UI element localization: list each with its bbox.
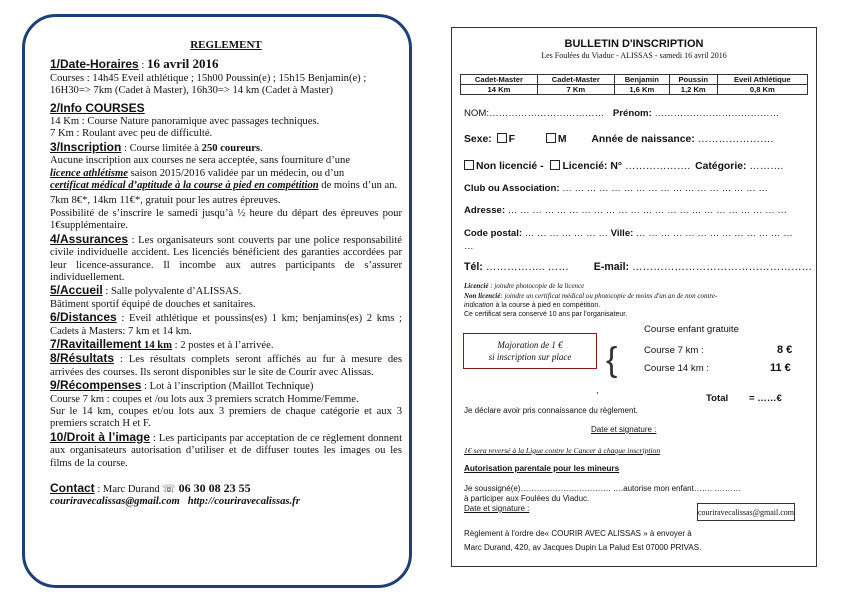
race-distance: 1,6 Km — [614, 85, 669, 95]
race-header: Eveil Athlétique — [717, 75, 807, 85]
section-distances: 6/Distances : Eveil athlétique et poussins(es) 1 km; benjamins(es) 2 kms ; Cadets à Masters: 7 km et 14 km. — [50, 310, 402, 337]
recompenses-line-3: Sur le 14 km, coupes et/ou lots aux 3 premiers de chaque catégorie et aux 3 premiers scratch H et F. — [50, 405, 402, 430]
participer-line: à participer aux Foulées du Viaduc. — [464, 494, 590, 503]
date-signature-2: Date et signature : — [464, 504, 530, 513]
section-ravitaillement: 7/Ravitaillement 14 km : 2 postes et à l’arrivée. — [50, 336, 274, 351]
autorisation-title: Autorisation parentale pour les mineurs — [464, 464, 620, 473]
info-line-1: 14 Km : Course Nature panoramique avec passages techniques. — [50, 116, 320, 128]
nom-field[interactable]: ……………………………… — [489, 108, 605, 119]
ville-field[interactable]: … … … … … … … … … … … … … — [636, 228, 793, 239]
bulletin-title: BULLETIN D'INSCRIPTION — [564, 38, 704, 50]
club-row: Club ou Association: … … … … … … … … … … … … … … … … … — [464, 183, 769, 194]
price-7km-label: Course 7 km : — [644, 345, 704, 356]
race-header: Poussin — [669, 75, 717, 85]
section-date-horaires: 1/Date-Horaires : 16 avril 2016 — [50, 56, 219, 72]
recompenses-line-2: Course 7 km : coupes et /ou lots aux 3 premiers scratch Homme/Femme. — [50, 393, 359, 405]
sexe-m-checkbox[interactable] — [546, 133, 556, 143]
inscription-possible: Possibilité de s’inscrire le samedi jusqu’à ½ heure du départ des épreuves pour 1€supplémentaire. — [50, 207, 402, 232]
cp-continuation: … — [464, 241, 474, 252]
horaires-line-2: 16H30=> 7km (Cadet à Master), 16h30=> 14 km (Cadet à Master) — [50, 85, 334, 97]
section-assurances: 4/Assurances : Les organisateurs sont couverts par une police responsabilité civile individuelle accident. Les licenciés bénéficient des garanties accordées par leur licence-assurance. Il incombe aux autres participants de s’assurer individuellement. — [50, 231, 402, 283]
licence-row: Non licencié - Licencié: N° ………………. Catégorie: ………. — [464, 160, 783, 172]
race-distance: 14 Km — [461, 85, 538, 95]
licencie-checkbox[interactable] — [550, 160, 560, 170]
price-14km-label: Course 14 km : — [644, 363, 710, 374]
section-recompenses: 9/Récompenses : Lot à l’inscription (Maillot Technique) — [50, 378, 314, 393]
race-distance: 0,8 Km — [717, 85, 807, 95]
accueil-line-2: Bâtiment sportif équipé de douches et sanitaires. — [50, 298, 256, 310]
categorie-field[interactable]: ………. — [749, 161, 784, 172]
race-distance: 7 Km — [537, 85, 614, 95]
soussigne-line[interactable]: Je soussigné(e)……………………………. ….autorise mon enfant……. ………. — [464, 484, 741, 493]
section-inscription: 3/Inscription : Course limitée à 250 coureurs. — [50, 139, 263, 154]
bulletin-subtitle: Les Foulées du Viaduc - ALISSAS - samedi 16 avril 2016 — [541, 51, 727, 60]
adresse-field[interactable]: … … … … … … … … … … … … … … … … … … … … … … … — [507, 205, 788, 216]
brace-icon: { — [606, 341, 618, 379]
reglement-ordre: Règlement à l'ordre de« COURIR AVEC ALISSAS » à envoyer à — [464, 529, 692, 538]
total-field[interactable]: = ……€ — [749, 393, 782, 404]
email-field[interactable]: …………………………………………… — [632, 261, 813, 273]
annee-field[interactable]: …………………. — [697, 134, 774, 145]
ligue-note: 1€ sera reversé à la Ligue contre le Cancer à chaque inscription — [464, 446, 661, 455]
sexe-f-checkbox[interactable] — [497, 133, 507, 143]
adresse-row: Adresse: … … … … … … … … … … … … … … … … … … … … … … … — [464, 205, 788, 216]
total-label: Total — [706, 393, 729, 404]
enfant-gratuite: Course enfant gratuite — [644, 324, 739, 335]
note-indication: indication à la course à pied en compétition. — [464, 302, 601, 309]
reglement-panel — [22, 14, 412, 588]
inscription-line-2: Aucune inscription aux courses ne sera acceptée, sans fourniture d’une — [50, 155, 351, 167]
section-accueil: 5/Accueil : Salle polyvalente d’ALISSAS. — [50, 283, 242, 298]
note-licencie: Licencié : joindre photocopie de la licence — [464, 282, 585, 290]
tel-row: Tél: …………….. …… E-mail: …………………………………………… — [464, 261, 813, 273]
race-header: Cadet-Master — [537, 75, 614, 85]
cp-row: Code postal: … … … … … … … Ville: … … … … … … … … … … … … … — [464, 228, 793, 239]
licence-number-field[interactable]: ………………. — [624, 161, 691, 172]
price-7km: 8 € — [777, 344, 793, 356]
cp-field[interactable]: … … … … … … … — [524, 228, 608, 239]
adresse-envoi: Marc Durand, 420, av Jacques Dupin La Palud Est 07000 PRIVAS. — [464, 543, 702, 552]
race-table — [460, 74, 808, 95]
phone-icon: ☏ — [162, 484, 176, 495]
sexe-row: Sexe: F M Année de naissance: …………………. — [464, 134, 774, 145]
contact-email[interactable]: couriravecalissas@gmail.com — [50, 496, 180, 508]
note-certificat: Ce certificat sera conservé 10 ans par l'organisateur. — [464, 311, 628, 318]
mail-box[interactable]: couriravecalissas@gmail.com — [697, 503, 795, 521]
inscription-line-4: certificat médical d’aptitude à la course à pied en compétition de moins d’un an. — [50, 180, 398, 192]
race-header: Benjamin — [614, 75, 669, 85]
race-header: Cadet-Master — [461, 75, 538, 85]
note-non-licencie: Non licencié: joindre un certificat médical ou photocopie de moins d'un an de non contre- — [464, 292, 718, 300]
tel-field[interactable]: …………….. …… — [485, 261, 569, 273]
reglement-title: REGLEMENT — [190, 39, 262, 51]
contact-website[interactable]: http://couriravecalissas.fr — [187, 496, 300, 508]
inscription-line-3: licence athlétisme saison 2015/2016 validée par un médecin, ou d’un — [50, 167, 345, 179]
horaires-line-1: Courses : 14h45 Eveil athlétique ; 15h00 Poussin(e) ; 15h15 Benjamin(e) ; — [50, 72, 367, 84]
nom-row: NOM:……………………………… Prénom: ………………………………… — [464, 108, 780, 119]
info-line-2: 7 Km : Roulant avec peu de difficulté. — [50, 128, 213, 140]
bulletin-content — [452, 28, 816, 552]
contact-line: Contact : Marc Durand ☏ 06 30 08 23 55 — [50, 481, 251, 495]
club-field[interactable]: … … … … … … … … … … … … … … … … … — [562, 183, 769, 194]
separator-dot: , — [596, 385, 599, 395]
prenom-field[interactable]: ………………………………… — [654, 108, 780, 119]
section-droit-image: 10/Droit à l’image : Les participants par acceptation de ce règlement donnent aux organisateurs autorisation d’utiliser et de diffuser toutes les images ou les films de la course. — [50, 429, 403, 469]
section-info-courses: 2/Info COURSES — [50, 100, 145, 115]
race-table-header-row — [461, 75, 808, 85]
declaration: Je déclare avoir pris connaissance du règlement. — [464, 406, 638, 415]
reglement-content — [50, 39, 402, 509]
contact-web-line — [50, 496, 402, 508]
race-table-value-row — [461, 85, 808, 95]
bulletin-panel — [451, 27, 817, 567]
date-signature: Date et signature : — [591, 425, 657, 434]
section-resultats: 8/Résultats : Les résultats complets seront affichés au fur à mesure des arrivées des courses. Ils seront disponibles sur le site de Courir avec Alissas. — [50, 351, 402, 378]
price-14km: 11 € — [770, 362, 791, 374]
majoration-box: Majoration de 1 € si inscription sur place — [463, 333, 597, 369]
non-licencie-checkbox[interactable] — [464, 160, 474, 170]
race-distance: 1,2 Km — [669, 85, 717, 95]
inscription-prices: 7km 8€*, 14km 11€*, gratuit pour les autres épreuves. — [50, 195, 281, 207]
